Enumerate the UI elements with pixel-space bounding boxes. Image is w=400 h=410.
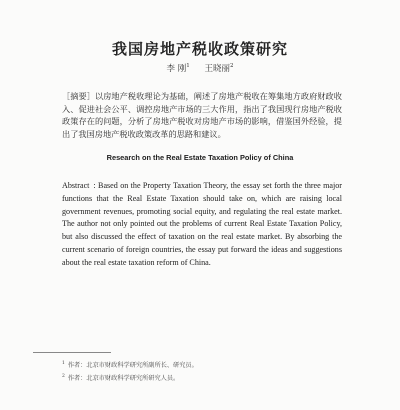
abstract-english-label: Abstract [62, 181, 90, 190]
abstract-chinese-text: 以房地产税收理论为基础，阐述了房地产税收在筹集地方政府财政收入、促进社会公平、调控房地产市场的三大作用，指出了我国现行房地产税收政策存在的问题，分析了房地产税收对房地产市场的影响，借鉴国外经验，提出了我国房地产税收政策改革的思路和建议。 [62, 91, 342, 139]
footnote-divider [33, 352, 111, 353]
abstract-english [62, 180, 342, 270]
author-affiliation-mark: 2 [229, 63, 234, 70]
abstract-chinese-label: ［摘要］ [62, 91, 95, 101]
author-affiliation-mark: 1 [186, 63, 190, 70]
author-name: 李 刚 [166, 64, 187, 74]
footnote-mark: 1 [62, 361, 65, 366]
footnote-text: 作者：北京市财政科学研究所研究人员。 [67, 375, 180, 383]
footnote [62, 371, 352, 384]
author-line [0, 62, 400, 74]
abstract-chinese [62, 90, 342, 140]
author-2 [204, 64, 233, 74]
footnotes [62, 358, 352, 384]
footnote-mark: 2 [62, 374, 65, 380]
paper-title: 我国房地产税收政策研究 [111, 40, 288, 58]
author-name: 王晓丽 [204, 64, 230, 74]
footnote [62, 358, 352, 371]
author-1 [167, 64, 190, 74]
abstract-english-text: : Based on the Property Taxation Theory, the essay set forth the three major functions that the Real Estate Taxation should take on, which are raising local government revenues, promoting social equity, and regulating the real estate market. The author not only pointed out the problems of current Real Estate Taxation Policy, but also discussed the effect of taxation on the real estate market. By absorbing the current scenario of foreign countries, the essay put forward the ideas and suggestions about the real estate taxation reform of China. [62, 181, 342, 267]
english-title: Research on the Real Estate Taxation Policy of China [106, 153, 294, 162]
footnote-text: 作者：北京市财政科学研究所副所长、研究员。 [67, 362, 198, 370]
